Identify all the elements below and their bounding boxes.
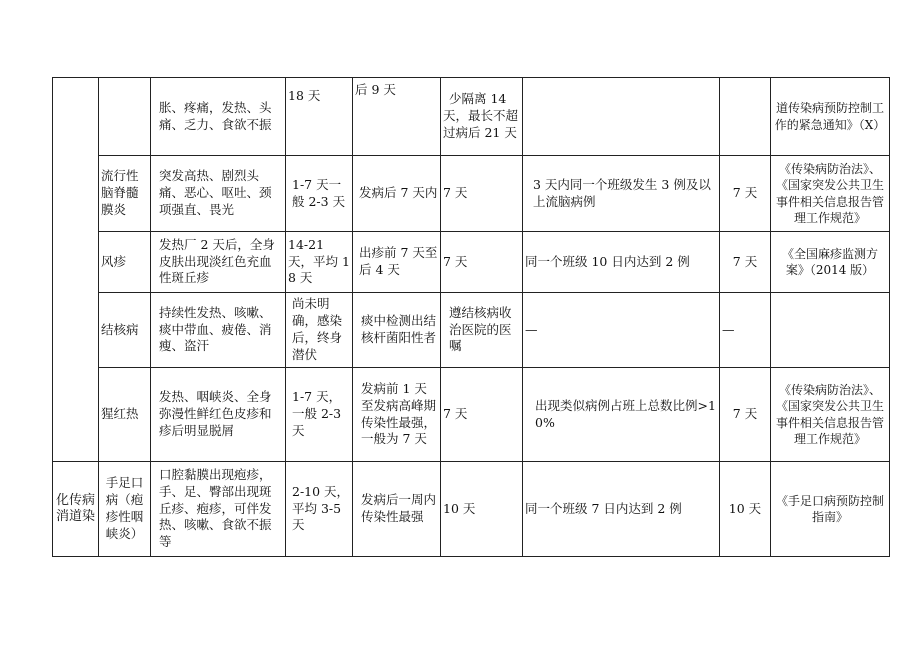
table-row [53,462,890,557]
disease-table [52,77,890,557]
report-criteria-cell: 出现类似病例占班上总数比例>10% [523,368,720,462]
incubation-cell: 1-7 天一般 2-3 天 [286,156,353,232]
legal-basis-cell: 道传染病预防控制工作的紧急通知》（X） [771,78,890,156]
isolation-cell: 遵结核病收治医院的医嘱 [441,293,523,368]
category-cell-digestive: 化传病消道染 [53,462,99,557]
report-time-cell: 10 天 [720,462,771,557]
table-row [53,232,890,293]
disease-name: 手足口病（疱疹性咽峡炎） [99,462,151,557]
incubation-cell: 1-7 天，一般 2-3 天 [286,368,353,462]
infectious-period-cell: 发病后一周内传染性最强 [353,462,441,557]
legal-basis-cell: 《全国麻疹监测方案》（2014 版） [771,232,890,293]
report-criteria-cell: 同一个班级 7 日内达到 2 例 [523,462,720,557]
infectious-period-cell: 后 9 天 [353,78,441,156]
isolation-cell: 7 天 [441,156,523,232]
disease-name: 风疹 [99,232,151,293]
incubation-cell: 尚未明确，感染后，终身潜伏 [286,293,353,368]
report-time-cell: 7 天 [720,232,771,293]
incubation-cell: 14-21 天，平均 18 天 [286,232,353,293]
disease-name [99,78,151,156]
symptoms-cell: 发热厂 2 天后，全身皮肤出现淡红色充血性斑丘疹 [151,232,286,293]
legal-basis-cell: 《传染病防治法》、《国家突发公共卫生事件相关信息报告管理工作规范》 [771,156,890,232]
symptoms-cell: 突发高热、剧烈头痛、恶心、呕吐、颈项强直、畏光 [151,156,286,232]
report-time-cell [720,78,771,156]
infectious-period-cell: 发病后 7 天内 [353,156,441,232]
report-criteria-cell: — [523,293,720,368]
incubation-cell: 18 天 [286,78,353,156]
category-cell-respiratory [53,78,99,462]
symptoms-cell: 持续性发热、咳嗽、痰中带血、疲倦、消瘦、盗汗 [151,293,286,368]
table-row [53,293,890,368]
isolation-cell: 少隔离 14 天，最长不超过病后 21 天 [441,78,523,156]
isolation-cell: 10 天 [441,462,523,557]
symptoms-cell: 胀、疼痛，发热、头痛、乏力、食欲不振 [151,78,286,156]
isolation-cell: 7 天 [441,368,523,462]
report-time-cell: — [720,293,771,368]
infectious-period-cell: 痰中检测出结核杆菌阳性者 [353,293,441,368]
legal-basis-cell: 《传染病防治法》、《国家突发公共卫生事件相关信息报告管理工作规范》 [771,368,890,462]
report-time-cell: 7 天 [720,156,771,232]
disease-name: 结核病 [99,293,151,368]
infectious-period-cell: 发病前 1 天至发病高峰期传染性最强，一般为 7 天 [353,368,441,462]
symptoms-cell: 口腔黏膜出现疱疹，手、足、臀部出现斑丘疹、疱疹，可伴发热、咳嗽、食欲不振等 [151,462,286,557]
legal-basis-cell: 《手足口病预防控制指南》 [771,462,890,557]
incubation-cell: 2-10 天，平均 3-5 天 [286,462,353,557]
disease-name: 猩红热 [99,368,151,462]
table-row [53,368,890,462]
symptoms-cell: 发热、咽峡炎、全身弥漫性鲜红色皮疹和疹后明显脱屑 [151,368,286,462]
infectious-period-cell: 出疹前 7 天至后 4 天 [353,232,441,293]
report-criteria-cell: 同一个班级 10 日内达到 2 例 [523,232,720,293]
report-time-cell: 7 天 [720,368,771,462]
report-criteria-cell [523,78,720,156]
disease-name: 流行性脑脊髓膜炎 [99,156,151,232]
table-row [53,156,890,232]
isolation-cell: 7 天 [441,232,523,293]
table-row [53,78,890,156]
legal-basis-cell [771,293,890,368]
report-criteria-cell: 3 天内同一个班级发生 3 例及以上流脑病例 [523,156,720,232]
